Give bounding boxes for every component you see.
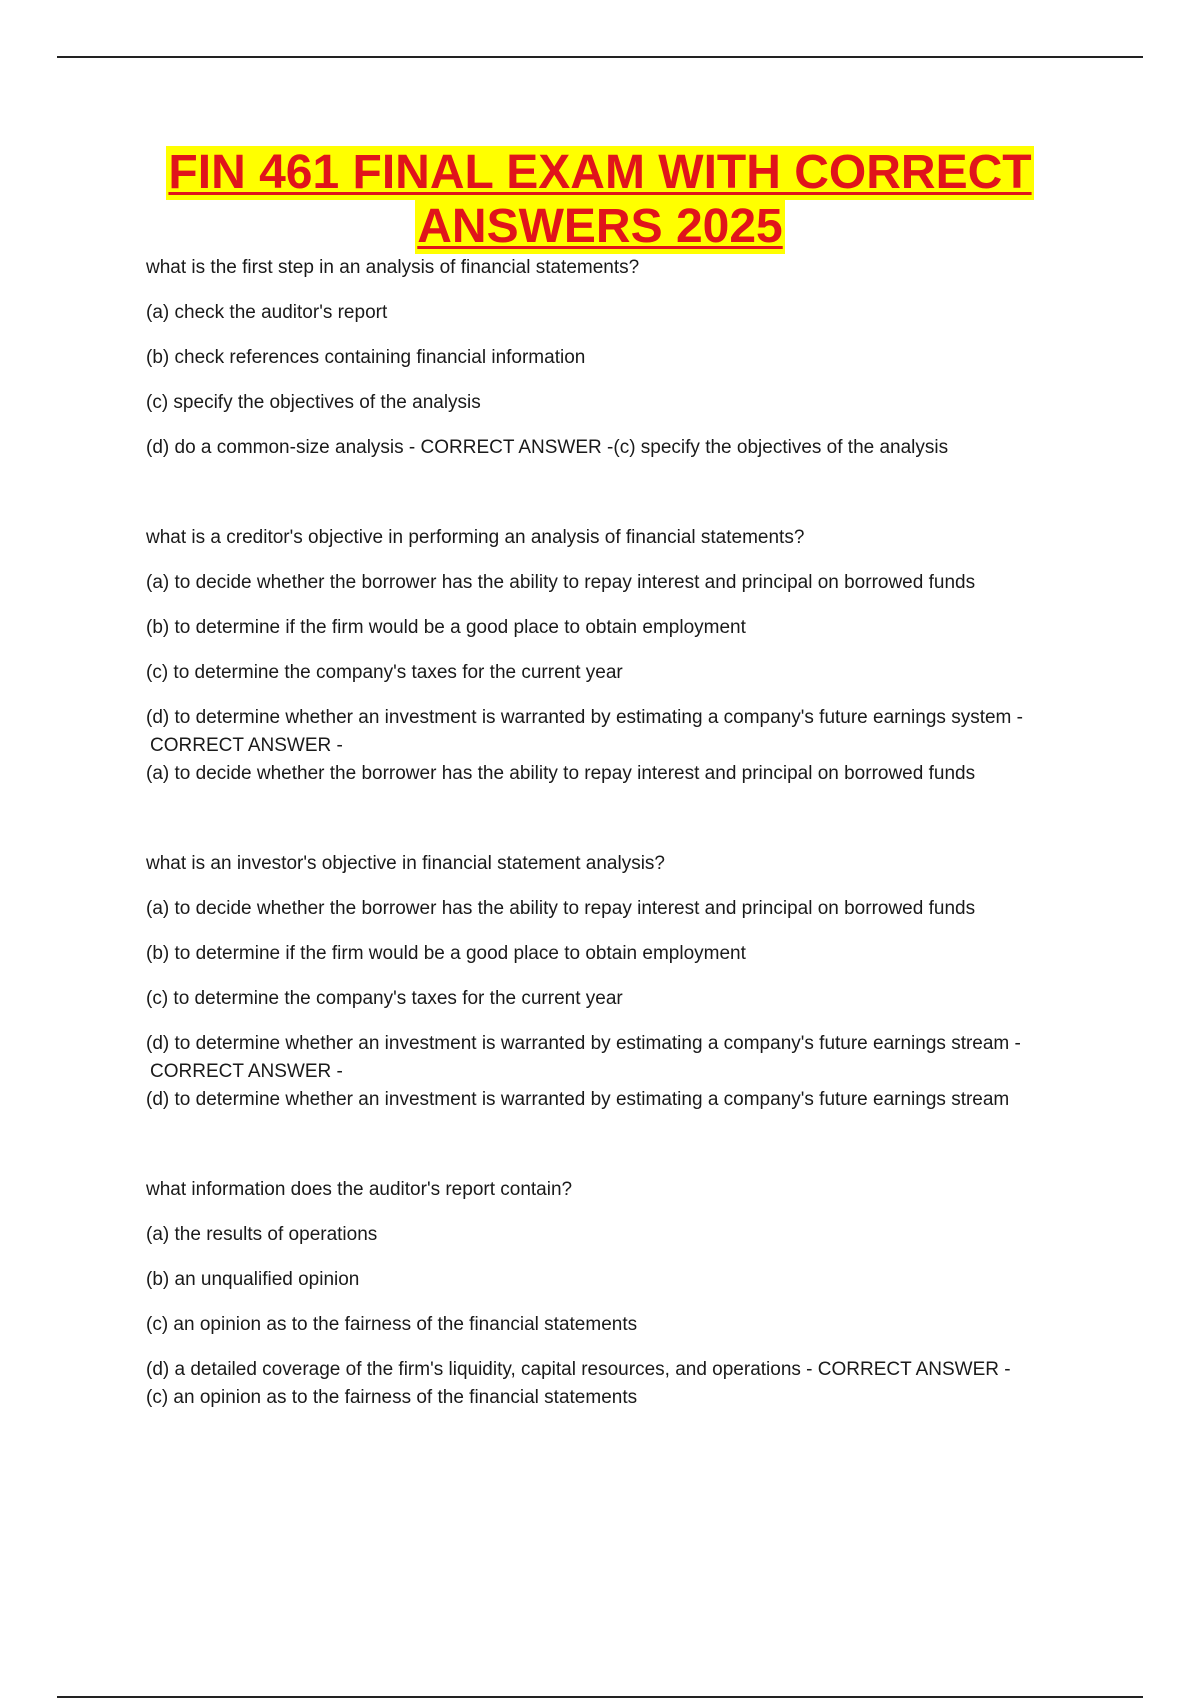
question-text: what is an investor's objective in financial statement analysis? [146,853,666,874]
correct-answer: (a) to decide whether the borrower has the ability to repay interest and principal on borrowed funds [146,763,976,784]
question-text: what is a creditor's objective in performing an analysis of financial statements? [146,527,805,548]
option-d: (d) a detailed coverage of the firm's liquidity, capital resources, and operations - CORRECT ANSWER - [146,1359,1011,1380]
option-d-with-answer: (d) do a common-size analysis - CORRECT ANSWER -(c) specify the objectives of the analysis [146,437,949,458]
option-a: (a) to decide whether the borrower has the ability to repay interest and principal on borrowed funds [146,572,976,593]
correct-answer: (d) to determine whether an investment is warranted by estimating a company's future earnings stream [146,1089,1010,1110]
option-a: (a) to decide whether the borrower has the ability to repay interest and principal on borrowed funds [146,898,976,919]
option-b: (b) to determine if the firm would be a good place to obtain employment [146,617,746,638]
option-c: (c) an opinion as to the fairness of the financial statements [146,1314,638,1335]
question-block-4 [146,1178,1106,1410]
correct-answer-label: CORRECT ANSWER - [150,735,343,756]
question-block-3 [146,852,1106,1112]
question-text: what is the first step in an analysis of financial statements? [146,257,640,278]
bottom-rule [57,1696,1143,1698]
option-d: (d) to determine whether an investment is warranted by estimating a company's future earnings system - [146,707,1023,728]
question-block-1 [146,256,1106,460]
question-text: what information does the auditor's report contain? [146,1179,573,1200]
option-c: (c) specify the objectives of the analysis [146,392,481,413]
option-a: (a) check the auditor's report [146,302,388,323]
option-c: (c) to determine the company's taxes for the current year [146,988,623,1009]
title-line-1: FIN 461 FINAL EXAM WITH CORRECT [168,146,1032,199]
correct-answer-label: CORRECT ANSWER - [150,1061,343,1082]
correct-answer: (c) an opinion as to the fairness of the financial statements [146,1387,638,1408]
question-block-2 [146,526,1106,786]
document-title [0,146,1200,254]
option-b: (b) to determine if the firm would be a good place to obtain employment [146,943,746,964]
question-list [146,256,1106,1476]
option-b: (b) an unqualified opinion [146,1269,360,1290]
option-d: (d) to determine whether an investment is warranted by estimating a company's future earnings stream - [146,1033,1021,1054]
top-rule [57,56,1143,58]
option-a: (a) the results of operations [146,1224,378,1245]
title-line-2: ANSWERS 2025 [417,200,783,253]
option-c: (c) to determine the company's taxes for the current year [146,662,623,683]
option-b: (b) check references containing financial information [146,347,586,368]
